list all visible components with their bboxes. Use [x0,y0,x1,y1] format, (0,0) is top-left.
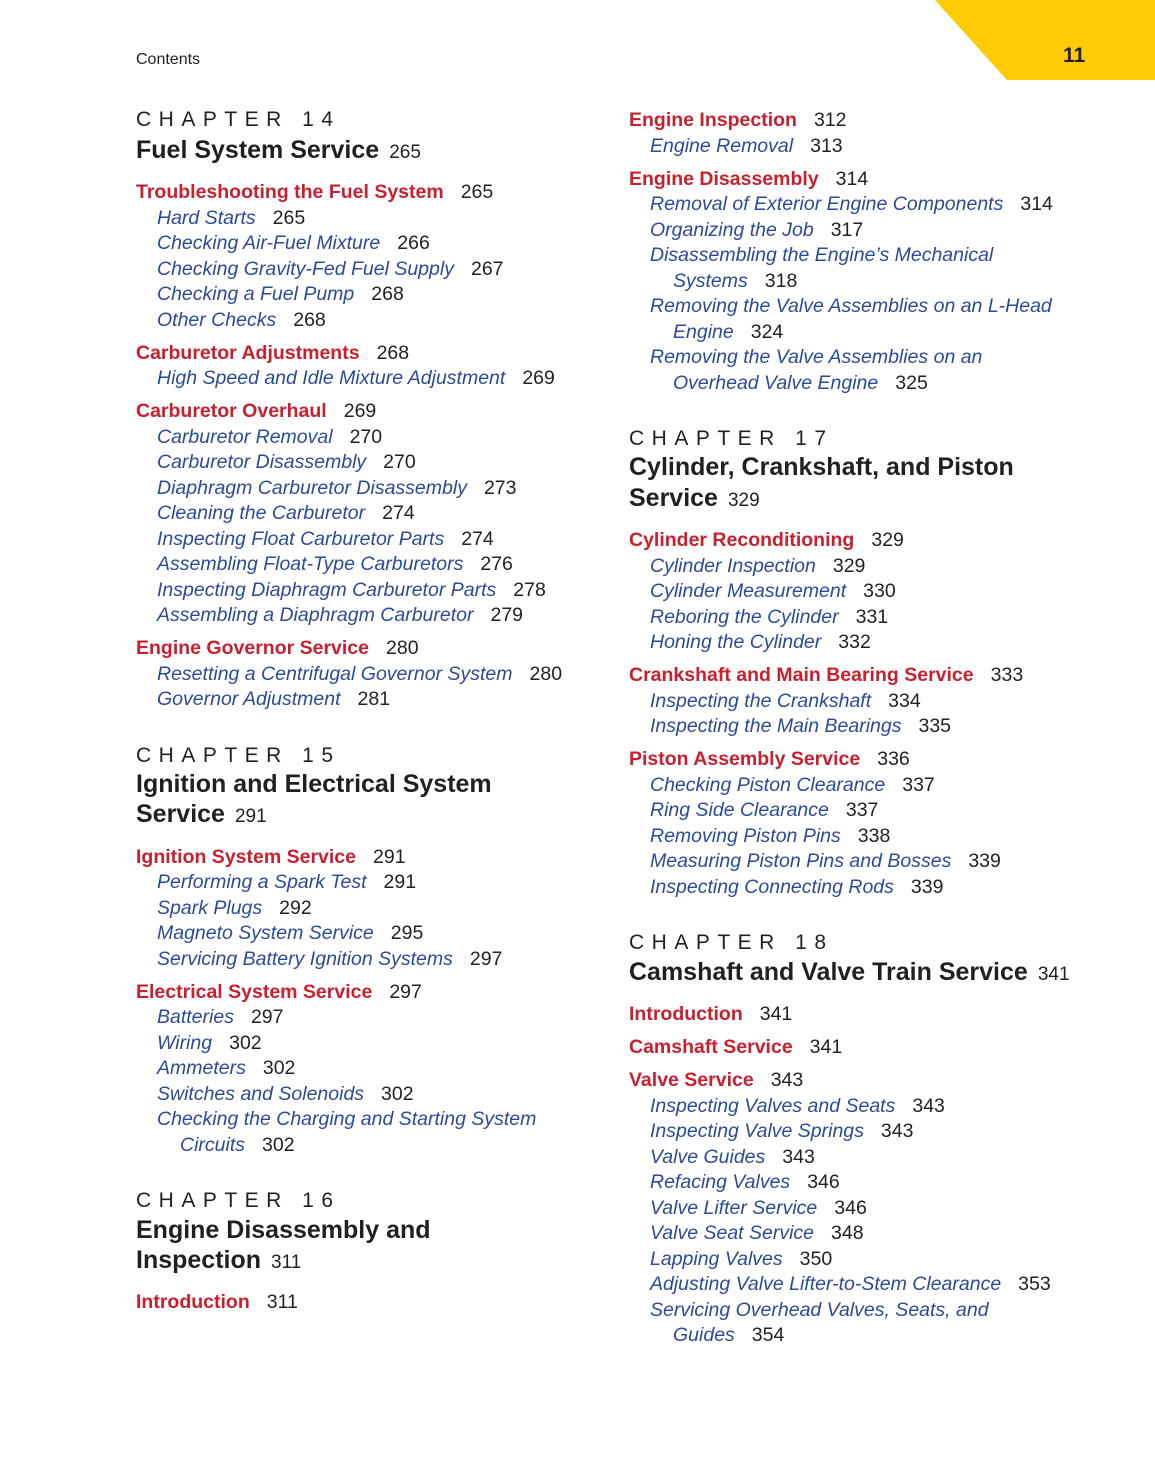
section-title: Electrical System Service [136,981,373,1003]
page-ref: 278 [513,579,546,601]
subsection-entry[interactable] [157,1057,295,1080]
subsection-entry[interactable] [157,502,415,525]
subsection-title: Cleaning the Carburetor [157,502,366,524]
subsection-title: Inspecting the Crankshaft [650,690,872,712]
page-ref: 346 [807,1171,840,1193]
page-ref: 337 [902,774,935,796]
subsection-entry[interactable] [157,477,517,500]
subsection-entry[interactable] [650,1222,864,1245]
subsection-entry[interactable] [650,580,896,603]
page-ref: 297 [389,981,422,1003]
section-title: Introduction [629,1003,743,1025]
subsection-entry[interactable]: Checking the Charging and Starting System [157,1108,537,1130]
subsection-entry[interactable] [650,1197,867,1220]
subsection-entry[interactable] [650,715,951,738]
chapter-label: CHAPTER 18 [629,931,834,954]
subsection-title: Systems [673,270,748,292]
subsection-title: Valve Guides [650,1146,766,1168]
chapter-title[interactable]: Cylinder, Crankshaft, and Piston [629,453,1014,481]
subsection-entry[interactable]: Disassembling the Engine’s Mechanical [650,244,994,266]
chapter-title[interactable] [629,958,1070,987]
subsection-entry[interactable]: Servicing Overhead Valves, Seats, and [650,1299,989,1321]
page-ref: 341 [809,1036,843,1058]
page-ref: 291 [383,871,417,893]
chapter-title[interactable]: Engine Disassembly and [136,1216,431,1244]
page-ref: 343 [770,1069,804,1091]
subsection-entry-continued[interactable] [673,1324,784,1347]
subsection-title: Carburetor Disassembly [157,451,367,473]
page-ref: 331 [855,606,889,628]
section-heading[interactable] [629,529,904,552]
section-title: Camshaft Service [629,1036,793,1058]
subsection-title: Switches and Solenoids [157,1083,365,1105]
page-ref: 280 [386,637,419,659]
section-heading[interactable] [136,637,419,660]
chapter-title-text: Service [629,484,718,512]
running-head: Contents [136,51,201,68]
subsection-title: Honing the Cylinder [650,631,822,653]
chapter-title[interactable] [136,136,421,165]
subsection-entry[interactable] [650,876,943,899]
page-corner-tab [925,0,1155,90]
subsection-entry[interactable]: Removing the Valve Assemblies on an [650,346,983,368]
page-ref: 297 [250,1006,284,1028]
subsection-title: Removal of Exterior Engine Components [650,193,1004,215]
subsection-entry[interactable] [650,135,843,158]
subsection-title: Inspecting Valve Springs [650,1120,864,1142]
subsection-entry[interactable] [650,774,935,797]
subsection-entry[interactable] [157,688,390,711]
subsection-entry[interactable] [650,850,1001,873]
subsection-title: Engine [673,321,734,343]
page-ref: 341 [759,1003,793,1025]
subsection-title: Inspecting the Main Bearings [650,715,902,737]
page-ref: 339 [968,850,1001,872]
subsection-title: Circuits [180,1134,246,1156]
subsection-entry[interactable] [650,606,888,629]
subsection-entry[interactable] [157,871,416,894]
page-ref: 324 [750,321,784,343]
subsection-title: Hard Starts [157,207,256,229]
page-ref: 291 [234,806,267,827]
chapter-title-continued[interactable] [136,800,267,829]
page-ref: 295 [390,922,424,944]
page-ref: 292 [279,897,312,919]
page-ref: 265 [272,207,306,229]
page-ref: 329 [871,529,904,551]
section-title: Valve Service [629,1069,754,1091]
section-title: Carburetor Overhaul [136,400,327,422]
section-heading[interactable] [136,981,422,1004]
page-ref: 270 [383,451,416,473]
page-ref: 348 [831,1222,864,1244]
section-title: Carburetor Adjustments [136,342,360,364]
subsection-title: Reboring the Cylinder [650,606,839,628]
subsection-title: Performing a Spark Test [157,871,367,893]
chapter-title-continued[interactable] [136,1246,301,1275]
subsection-entry[interactable] [650,1171,840,1194]
page-ref: 266 [397,232,430,254]
subsection-title: Checking Air-Fuel Mixture [157,232,381,254]
chapter-title-text: Inspection [136,1246,262,1274]
section-title: Crankshaft and Main Bearing Service [629,664,974,686]
subsection-title: Refacing Valves [650,1171,791,1193]
page-ref: 332 [838,631,871,653]
page-ref: 341 [1037,964,1070,985]
subsection-title: Governor Adjustment [157,688,341,710]
page-ref: 280 [529,663,563,685]
page-ref: 268 [371,283,404,305]
section-heading[interactable] [629,1036,842,1059]
subsection-title: Removing Piston Pins [650,825,841,847]
subsection-title: Batteries [157,1006,234,1028]
page-ref: 297 [469,948,503,970]
page-ref: 350 [799,1248,833,1270]
section-heading[interactable] [136,1291,298,1314]
section-heading[interactable] [629,748,910,771]
page-ref: 302 [262,1134,295,1156]
subsection-entry[interactable] [157,367,555,390]
page-ref: 318 [764,270,798,292]
subsection-title: High Speed and Idle Mixture Adjustment [157,367,506,389]
subsection-entry[interactable] [650,1120,913,1143]
subsection-title: Wiring [157,1032,213,1054]
subsection-title: Checking Gravity-Fed Fuel Supply [157,258,454,280]
section-heading[interactable] [136,400,376,423]
subsection-entry[interactable]: Removing the Valve Assemblies on an L-Head [650,295,1052,317]
chapter-title-continued[interactable] [629,484,760,513]
page-ref: 317 [830,219,864,241]
page-ref: 314 [835,168,869,190]
subsection-title: Carburetor Removal [157,426,333,448]
subsection-title: Spark Plugs [157,897,263,919]
page-ref: 343 [880,1120,914,1142]
subsection-entry[interactable] [157,1006,284,1029]
page-ref: 333 [990,664,1024,686]
subsection-title: Cylinder Measurement [650,580,847,602]
page-ref: 291 [373,846,406,868]
subsection-title: Diaphragm Carburetor Disassembly [157,477,467,499]
subsection-entry[interactable] [157,451,416,474]
subsection-entry[interactable] [157,258,504,281]
subsection-title: Inspecting Valves and Seats [650,1095,896,1117]
chapter-label: CHAPTER 14 [136,108,341,131]
page-ref: 346 [834,1197,867,1219]
subsection-title: Inspecting Connecting Rods [650,876,894,898]
subsection-entry-continued[interactable] [673,321,783,344]
subsection-entry[interactable] [157,309,326,332]
subsection-entry[interactable] [157,553,513,576]
subsection-title: Magneto System Service [157,922,374,944]
section-heading[interactable] [629,168,868,191]
page-ref: 311 [271,1252,302,1273]
chapter-title[interactable]: Ignition and Electrical System [136,770,492,798]
page-ref: 339 [910,876,944,898]
subsection-entry[interactable] [650,1248,832,1271]
page-ref: 334 [888,690,921,712]
page-ref: 330 [863,580,896,602]
section-heading[interactable] [629,1069,803,1092]
subsection-entry[interactable] [650,631,871,654]
chapter-title-text: Fuel System Service [136,136,380,164]
page-ref: 329 [832,555,866,577]
subsection-title: Lapping Valves [650,1248,783,1270]
section-heading[interactable] [136,846,406,869]
page-ref: 269 [522,367,555,389]
subsection-entry[interactable] [650,799,878,822]
subsection-title: Measuring Piston Pins and Bosses [650,850,952,872]
subsection-entry[interactable] [650,1273,1051,1296]
page-ref: 336 [877,748,910,770]
page-ref: 273 [483,477,517,499]
subsection-entry[interactable] [157,579,546,602]
subsection-title: Adjusting Valve Lifter-to-Stem Clearance [650,1273,1002,1295]
page-tab-shape [935,0,1155,80]
subsection-title: Engine Removal [650,135,794,157]
subsection-entry[interactable] [650,1146,815,1169]
subsection-entry[interactable] [157,207,305,230]
subsection-entry[interactable] [650,690,921,713]
page-ref: 325 [895,372,928,394]
page-ref: 329 [727,490,760,511]
chapter-label: CHAPTER 15 [136,744,341,767]
section-title: Engine Governor Service [136,637,370,659]
subsection-title: Checking Piston Clearance [650,774,886,796]
subsection-title: Organizing the Job [650,219,814,241]
section-title: Introduction [136,1291,250,1313]
subsection-entry-continued[interactable] [673,270,797,293]
section-heading[interactable] [629,109,846,132]
subsection-entry[interactable] [650,1095,945,1118]
section-title: Cylinder Reconditioning [629,529,855,551]
subsection-title: Valve Lifter Service [650,1197,818,1219]
section-title: Troubleshooting the Fuel System [136,181,444,203]
page-ref: 267 [470,258,504,280]
page-ref: 274 [382,502,415,524]
subsection-entry[interactable] [157,528,494,551]
section-heading[interactable] [136,181,493,204]
page-ref: 279 [490,604,524,626]
subsection-entry[interactable] [157,663,562,686]
page-ref: 354 [751,1324,785,1346]
chapter-title-text: Service [136,800,225,828]
subsection-entry[interactable] [157,1032,262,1055]
chapter-label: CHAPTER 16 [136,1189,341,1212]
chapter-title-text: Camshaft and Valve Train Service [629,958,1028,986]
section-heading[interactable] [629,664,1023,687]
page-number: 11 [1063,44,1086,67]
subsection-entry[interactable] [157,922,423,945]
page-ref: 265 [389,142,421,163]
subsection-entry[interactable] [650,555,865,578]
page-ref: 343 [912,1095,945,1117]
subsection-title: Overhead Valve Engine [673,372,879,394]
page-ref: 274 [461,528,494,550]
subsection-title: Inspecting Float Carburetor Parts [157,528,445,550]
subsection-entry[interactable] [157,897,312,920]
page-ref: 302 [262,1057,296,1079]
subsection-title: Other Checks [157,309,277,331]
subsection-entry[interactable] [157,948,502,971]
section-heading[interactable] [629,1003,792,1026]
section-title: Engine Inspection [629,109,797,131]
page-ref: 265 [460,181,494,203]
subsection-title: Guides [673,1324,735,1346]
chapter-label: CHAPTER 17 [629,427,834,450]
subsection-entry[interactable] [157,604,523,627]
subsection-title: Assembling Float-Type Carburetors [157,553,464,575]
subsection-entry-continued[interactable] [180,1134,295,1157]
subsection-entry[interactable] [650,825,890,848]
subsection-entry[interactable] [157,426,382,449]
subsection-title: Servicing Battery Ignition Systems [157,948,453,970]
subsection-entry[interactable] [157,232,430,255]
subsection-title: Checking a Fuel Pump [157,283,355,305]
subsection-entry[interactable] [157,1083,414,1106]
subsection-entry-continued[interactable] [673,372,928,395]
subsection-title: Cylinder Inspection [650,555,816,577]
page-ref: 311 [266,1291,298,1313]
page-ref: 268 [293,309,326,331]
subsection-title: Ammeters [157,1057,246,1079]
page-ref: 314 [1020,193,1053,215]
section-title: Engine Disassembly [629,168,819,190]
subsection-title: Inspecting Diaphragm Carburetor Parts [157,579,497,601]
page-ref: 337 [845,799,879,821]
page-ref: 302 [381,1083,414,1105]
subsection-title: Valve Seat Service [650,1222,815,1244]
page-ref: 302 [229,1032,262,1054]
section-title: Ignition System Service [136,846,356,868]
page-ref: 268 [376,342,410,364]
page-ref: 312 [813,109,847,131]
page-ref: 281 [357,688,391,710]
section-heading[interactable] [136,342,409,365]
page-ref: 335 [918,715,952,737]
page-ref: 338 [857,825,891,847]
subsection-entry[interactable] [650,219,863,242]
page-ref: 353 [1018,1273,1051,1295]
section-title: Piston Assembly Service [629,748,861,770]
page-ref: 343 [782,1146,815,1168]
page-ref: 313 [810,135,843,157]
subsection-title: Assembling a Diaphragm Carburetor [157,604,474,626]
subsection-entry[interactable] [650,193,1053,216]
page-ref: 269 [343,400,377,422]
subsection-title: Resetting a Centrifugal Governor System [157,663,513,685]
subsection-title: Ring Side Clearance [650,799,829,821]
page-ref: 276 [480,553,513,575]
subsection-entry[interactable] [157,283,404,306]
page-ref: 270 [349,426,383,448]
